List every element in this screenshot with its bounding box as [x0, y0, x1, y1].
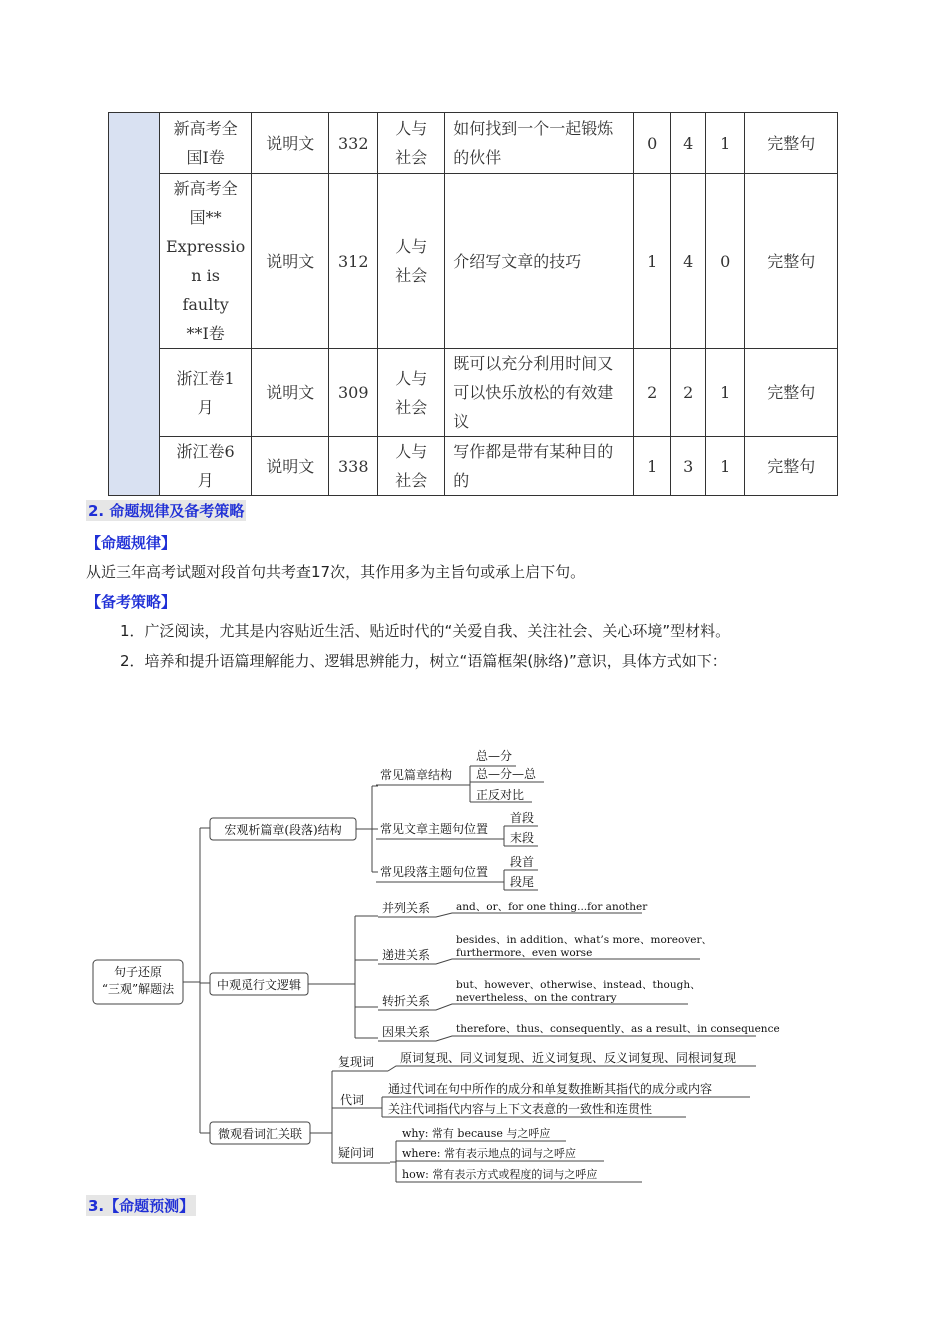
count-cell: 2 — [671, 349, 706, 437]
macro-label: 宏观析篇章(段落)结构 — [224, 823, 342, 837]
macro-leaf: 正反对比 — [476, 788, 525, 802]
meso-leaf: and、or、for one thing...for another — [456, 901, 648, 913]
macro-leaf: 首段 — [510, 811, 535, 825]
micro-label: 微观看词汇关联 — [217, 1127, 303, 1141]
words-cell: 332 — [329, 113, 378, 174]
count-cell: 0 — [706, 174, 745, 349]
micro-leaf: where: 常有表示地点的词与之呼应 — [402, 1147, 576, 1160]
count-cell: 1 — [706, 113, 745, 174]
words-cell: 309 — [329, 349, 378, 437]
count-cell: 2 — [634, 349, 671, 437]
micro-group-label: 疑问词 — [338, 1146, 375, 1160]
micro-leaf: how: 常有表示方式或程度的词与之呼应 — [402, 1168, 598, 1181]
macro-leaf: 段尾 — [510, 875, 535, 889]
count-cell: 1 — [706, 437, 745, 496]
theme-cell: 人与 社会 — [378, 113, 445, 174]
macro-group-label: 常见篇章结构 — [380, 768, 453, 782]
words-cell: 338 — [329, 437, 378, 496]
count-cell: 1 — [706, 349, 745, 437]
type-cell: 完整句 — [745, 174, 838, 349]
macro-leaf: 总—分 — [476, 749, 513, 763]
rule-label: 【命题规律】 — [86, 534, 177, 552]
words-cell: 312 — [329, 174, 378, 349]
topic-cell: 写作都是带有某种目的 的 — [445, 437, 634, 496]
topic-cell: 如何找到一个一起锻炼 的伙伴 — [445, 113, 634, 174]
source-cell: 浙江卷6 月 — [160, 437, 252, 496]
micro-group-label: 代词 — [340, 1093, 365, 1107]
strategy-item: 2．培养和提升语篇理解能力、逻辑思辨能力，树立“语篇框架(脉络)”意识，具体方式如下： — [120, 652, 727, 670]
micro-leaf: 关注代词指代内容与上下文表意的一致性和连贯性 — [388, 1102, 653, 1116]
meso-group-label: 因果关系 — [382, 1025, 431, 1039]
micro-leaf: why: 常有 because 与之呼应 — [402, 1127, 551, 1140]
root-connector — [183, 828, 210, 1133]
micro-leaf: 原词复现、同义词复现、近义词复现、反义词复现、同根词复现 — [400, 1051, 737, 1065]
macro-leaf: 段首 — [510, 855, 535, 869]
count-cell: 4 — [671, 113, 706, 174]
macro-connector — [356, 786, 378, 872]
source-cell: 浙江卷1 月 — [160, 349, 252, 437]
strategy-item: 1．广泛阅读，尤其是内容贴近生活、贴近时代的“关爱自我、关注社会、关心环境”型材料。 — [120, 622, 731, 640]
meso-connector — [308, 916, 378, 1038]
strategy-label: 【备考策略】 — [86, 593, 177, 611]
meso-leaf: besides、in addition、what’s more、moreover、 — [456, 934, 712, 946]
macro-leaf: 总—分—总 — [476, 767, 537, 781]
source-cell: 新高考全 国** Expressio n is faulty **I卷 — [160, 174, 252, 349]
root-label: 句子还原 — [113, 965, 163, 979]
meso-group-line — [378, 1036, 756, 1041]
micro-group-label: 复现词 — [338, 1055, 375, 1069]
genre-cell: 说明文 — [252, 349, 329, 437]
macro-leaf: 末段 — [510, 831, 535, 845]
rule-text: 从近三年高考试题对段首句共考查17次，其作用多为主旨句或承上启下句。 — [86, 563, 586, 581]
topic-cell: 既可以充分利用时间又 可以快乐放松的有效建 议 — [445, 349, 634, 437]
root-label: “三观”解题法 — [101, 982, 175, 996]
section-heading: 3.【命题预测】 — [88, 1197, 195, 1215]
meso-label: 中观觅行文逻辑 — [216, 978, 302, 992]
macro-group-label: 常见段落主题句位置 — [380, 865, 489, 879]
meso-leaf: therefore、thus、consequently、as a result、in consequence — [456, 1023, 780, 1035]
count-cell: 1 — [634, 174, 671, 349]
theme-cell: 人与 社会 — [378, 174, 445, 349]
type-cell: 完整句 — [745, 349, 838, 437]
genre-cell: 说明文 — [252, 174, 329, 349]
source-cell: 新高考全 国I卷 — [160, 113, 252, 174]
count-cell: 3 — [671, 437, 706, 496]
type-cell: 完整句 — [745, 437, 838, 496]
section-heading: 2. 命题规律及备考策略 — [88, 502, 245, 520]
genre-cell: 说明文 — [252, 437, 329, 496]
topic-cell: 介绍写文章的技巧 — [445, 174, 634, 349]
meso-leaf: but、however、otherwise、instead、though、 — [456, 979, 701, 991]
count-cell: 0 — [634, 113, 671, 174]
micro-group-line — [388, 1066, 756, 1071]
meso-leaf: nevertheless、on the contrary — [456, 992, 617, 1004]
theme-cell: 人与 社会 — [378, 349, 445, 437]
meso-group-label: 并列关系 — [382, 901, 431, 915]
meso-leaf: furthermore、even worse — [456, 947, 593, 959]
type-cell: 完整句 — [745, 113, 838, 174]
theme-cell: 人与 社会 — [378, 437, 445, 496]
macro-group-label: 常见文章主题句位置 — [380, 822, 489, 836]
micro-leaf: 通过代词在句中所作的成分和单复数推断其指代的成分或内容 — [388, 1082, 713, 1096]
count-cell: 4 — [671, 174, 706, 349]
genre-cell: 说明文 — [252, 113, 329, 174]
meso-group-label: 转折关系 — [382, 994, 431, 1008]
count-cell: 1 — [634, 437, 671, 496]
meso-group-label: 递进关系 — [382, 948, 431, 962]
